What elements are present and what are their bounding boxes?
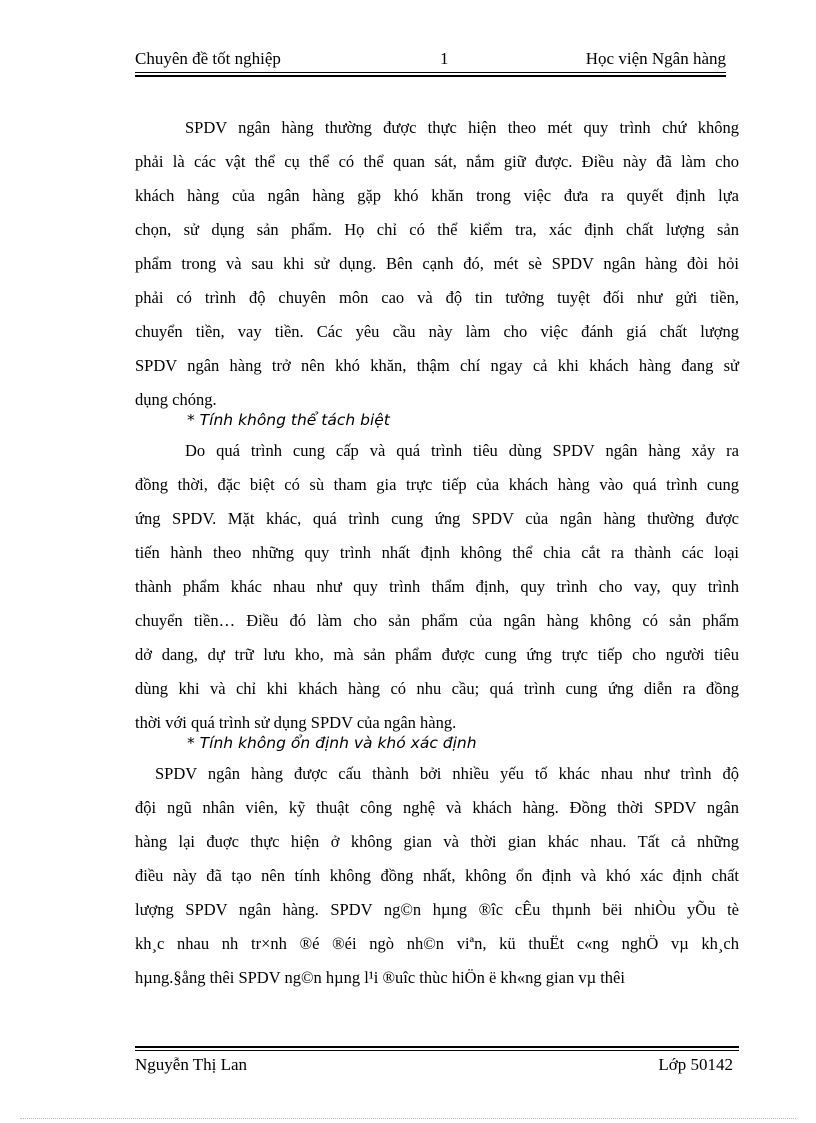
paragraph-line: điều này đã tạo nên tính không đồng nhất, không ổn định và khó xác định chất [135, 866, 739, 885]
footer-author: Nguyễn Thị Lan [135, 1055, 248, 1074]
paragraph-line: chuyển tiền… Điều đó làm cho sản phẩm của ngân hàng không có sản phẩm [135, 611, 739, 630]
paragraph-line: lượng SPDV ngân hàng. SPDV ng©n hµng ®îc cÊu thµnh bëi nhiÒu yÕu tè [135, 900, 739, 919]
paragraph-line: phải là các vật thể cụ thể có thể quan sát, nắm giữ được. Điều này đã làm cho [135, 152, 739, 171]
paragraph-line: SPDV ngân hàng trở nên khó khăn, thậm chí ngay cả khi khách hàng đang sử [135, 356, 739, 375]
header-document-type: Chuyên đề tốt nghiệp [135, 49, 281, 68]
paragraph-line: Do quá trình cung cấp và quá trình tiêu dùng SPDV ngân hàng xảy ra [185, 441, 739, 460]
header-institution: Học viện Ngân hàng [585, 49, 726, 68]
page-header [135, 49, 726, 71]
paragraph-line: SPDV ngân hàng được cấu thành bởi nhiều yếu tố khác nhau như trình độ [155, 764, 739, 783]
paragraph-line: thời với quá trình sử dụng SPDV của ngân hàng. [135, 713, 457, 732]
footer-rule-thin [135, 1050, 739, 1051]
paragraph-line: tiến hành theo những quy trình nhất định không thể chia cắt ra thành các loại [135, 543, 739, 562]
paragraph-line: dở dang, dự trữ lưu kho, mà sản phẩm được cung ứng trực tiếp cho người tiêu [135, 645, 739, 664]
header-rule-thick [135, 75, 726, 77]
paragraph-line: khách hàng của ngân hàng gặp khó khăn trong việc đưa ra quyết định lựa [135, 186, 739, 205]
paragraph-line: chuyển tiền, vay tiền. Các yêu cầu này làm cho việc đánh giá chất lượng [135, 322, 739, 341]
header-page-number: 1 [440, 49, 449, 68]
page-boundary [20, 1118, 796, 1119]
section-heading: * Tính không ổn định và khó xác định [187, 734, 477, 752]
footer-class: Lớp 50142 [658, 1055, 733, 1074]
paragraph-line: đồng thời, đặc biệt có sù tham gia trực tiếp của khách hàng vào quá trình cung [135, 475, 739, 494]
paragraph-line: hàng lại đuợc thực hiện ở không gian và thời gian khác nhau. Tất cả những [135, 832, 739, 851]
paragraph-line: thành phẩm khác nhau như quy trình thẩm định, quy trình cho vay, quy trình [135, 577, 739, 596]
paragraph-line: dụng chóng. [135, 390, 217, 409]
paragraph-line: ứng SPDV. Mặt khác, quá trình cung ứng SPDV của ngân hàng thường được [135, 509, 739, 528]
paragraph-line: đội ngũ nhân viên, kỹ thuật công nghệ và khách hàng. Đồng thời SPDV ngân [135, 798, 739, 817]
paragraph-line: SPDV ngân hàng thường được thực hiện theo mét quy trình chứ không [185, 118, 739, 137]
section-heading: * Tính không thể tách biệt [187, 411, 390, 429]
footer-rule-thick [135, 1046, 739, 1048]
paragraph-line: chọn, sử dụng sản phẩm. Họ chỉ có thể kiểm tra, xác định chất lượng sản [135, 220, 739, 239]
paragraph-line: dùng khi và chỉ khi khách hàng có nhu cầu; quá trình cung ứng diễn ra đồng [135, 679, 739, 698]
paragraph-line: phẩm trong và sau khi sử dụng. Bên cạnh đó, mét sè SPDV ngân hàng đòi hỏi [135, 254, 739, 273]
paragraph-line: hµng.§ång thêi SPDV ng©n hµng l¹i ®uîc thùc hiÖn ë kh«ng gian vµ thêi [135, 968, 625, 987]
paragraph-line: kh¸c nhau nh tr×nh ®é ®éi ngò nh©n viªn, kü thuËt c«ng nghÖ vµ kh¸ch [135, 934, 739, 953]
header-rule-thin [135, 72, 726, 73]
paragraph-line: phải có trình độ chuyên môn cao và độ tin tưởng tuyệt đối như gửi tiền, [135, 288, 739, 307]
